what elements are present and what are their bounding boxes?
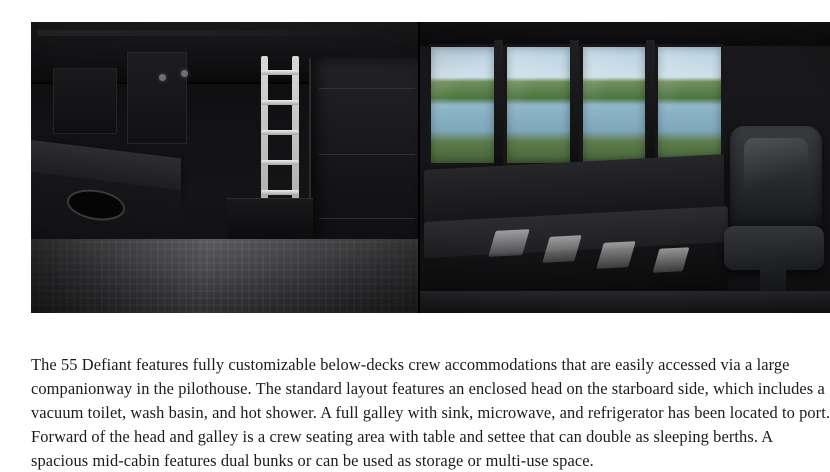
- ladder-rung: [261, 100, 299, 105]
- cabin-headliner: [420, 22, 830, 46]
- cabin-window: [504, 44, 573, 166]
- ladder-rung: [261, 190, 299, 195]
- ladder-rung: [261, 160, 299, 165]
- cabin-window: [580, 44, 649, 166]
- description-paragraph: The 55 Defiant features fully customizable below-decks crew accommodations that are easily accessed via a large companionway in the pilothouse. The standard layout features an enclosed head on the starboard side, which includes a vacuum toilet, wash basin, and hot shower. A full galley with sink, microwave, and refrigerator has been located to port. Forward of the head and galley is a crew seating area with table and settee that can double as sleeping berths. A spacious mid-cabin features dual bunks or can be used as storage or multi-use space.: [31, 355, 830, 470]
- bulkhead-seam: [319, 88, 415, 89]
- cabin-step: [227, 198, 313, 241]
- cabin-switch-icon: [181, 70, 188, 77]
- cabin-seating-photo: [420, 22, 830, 313]
- ladder-rung: [261, 70, 299, 75]
- helm-seat-back: [730, 126, 822, 232]
- window-pillar: [646, 40, 655, 170]
- window-pillar: [494, 40, 503, 170]
- window-pillar: [570, 40, 579, 170]
- bulkhead-seam: [319, 154, 415, 155]
- ladder-rung: [261, 130, 299, 135]
- cabin-panel-left: [53, 68, 117, 134]
- cabin-sole: [420, 291, 830, 313]
- helm-seat-cushion: [724, 226, 824, 270]
- helm-seat: [720, 126, 824, 308]
- deck-shadow: [31, 239, 418, 313]
- cabin-window: [655, 44, 724, 166]
- photo-gallery: [31, 22, 830, 313]
- below-decks-cabin-photo: [31, 22, 418, 313]
- bulkhead-seam: [319, 218, 415, 219]
- cabin-window: [428, 44, 497, 166]
- cabin-light-icon: [159, 74, 166, 81]
- cabin-panel-center: [127, 52, 187, 144]
